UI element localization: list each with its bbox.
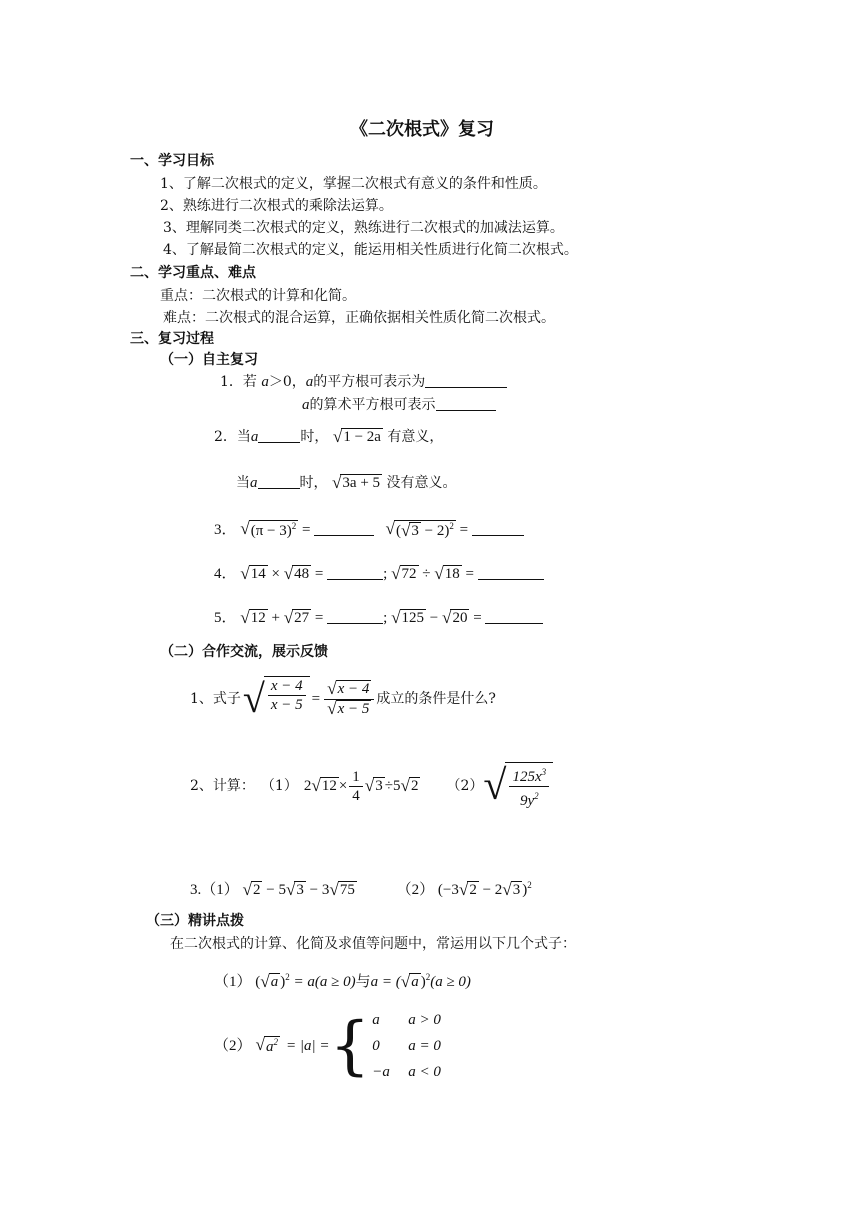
review-question-5: 5． √ 12 + √ 27 = ; √ 125 − √ 20 = [214, 609, 543, 628]
cases-list [372, 1007, 441, 1085]
answer-blank [327, 565, 383, 580]
formula-1: （1） ( √ a )$^2$ = a(a ≥ 0)与a = ( √ a )$^2$(a ≥ 0) [214, 972, 471, 992]
key-point-text: 重点：二次根式的计算和化简。 [160, 288, 356, 304]
answer-blank [314, 521, 374, 536]
subsection-heading-self-review: （一）自主复习 [160, 352, 258, 368]
answer-blank [436, 396, 496, 411]
goal-item: 4、了解最简二次根式的定义，能运用相关性质进行化简二次根式。 [163, 242, 578, 258]
goal-item: 3、理解同类二次根式的定义，熟练进行二次根式的加减法运算。 [163, 220, 564, 236]
subsection-heading-explanation: （三）精讲点拨 [146, 913, 244, 929]
review-question-2a: 2．当a 时， √ 1 − 2a 有意义， [214, 427, 444, 446]
case-row: −a a < 0 [372, 1064, 441, 1080]
formula-2: （2） √ $a^2$ = |a| = { a a > 0 0 a = 0 −a a < 0 [214, 1009, 441, 1083]
case-row: 0 a = 0 [372, 1038, 441, 1054]
answer-blank [472, 521, 524, 536]
goal-item: 1、了解二次根式的定义，掌握二次根式有意义的条件和性质。 [160, 176, 547, 192]
cases-brace: { [329, 1009, 371, 1083]
answer-blank [478, 565, 544, 580]
answer-blank [425, 373, 507, 388]
coop-question-2: 2、计算： （1） 2 √ 12 × $\frac{1}{4}$ √ 3 ÷ 5 √ 2 （2） √ $\frac{125x^3}{9y^2}$ [190, 762, 553, 810]
review-question-2b: 当a 时， √ 3a + 5 没有意义。 [236, 473, 457, 492]
review-question-4: 4． √ 14 × √ 48 = ; √ 72 ÷ √ 18 = [214, 565, 544, 584]
answer-blank [258, 474, 300, 489]
subsection-heading-cooperation: （二）合作交流，展示反馈 [160, 644, 328, 660]
coop-question-3: 3.（1） √ 2 − 5 √ 3 − 3 √ 75 （2） (−3 √ 2 − 2 √ 3 )$^2$ [190, 880, 532, 900]
review-question-1b: a的算术平方根可表示 [302, 396, 496, 414]
section-heading-keypoints: 二、学习重点、难点 [130, 265, 256, 281]
answer-blank [258, 428, 300, 443]
answer-blank [485, 609, 543, 624]
goal-item: 2、熟练进行二次根式的乘除法运算。 [160, 198, 393, 214]
review-question-3: 3． √ $(\pi - 3)^2$ = √ ( √ 3 − 2)$^2$ = [214, 520, 524, 541]
page-title: 《二次根式》复习 [350, 119, 494, 140]
explanation-intro: 在二次根式的计算、化简及求值等问题中，常运用以下几个式子： [170, 936, 576, 952]
coop-question-1: 1、式子 √ $\frac{x - 4}{x - 5}$ = √ x − 4 √ x − 5 成立的条件是什么? [190, 676, 496, 721]
section-heading-goals: 一、学习目标 [130, 153, 214, 169]
section-heading-process: 三、复习过程 [130, 331, 214, 347]
case-row: a a > 0 [372, 1012, 441, 1028]
review-question-1a: 1．若 a＞0，a的平方根可表示为 [220, 373, 507, 391]
answer-blank [327, 609, 383, 624]
difficult-point-text: 难点：二次根式的混合运算，正确依据相关性质化简二次根式。 [163, 310, 555, 326]
